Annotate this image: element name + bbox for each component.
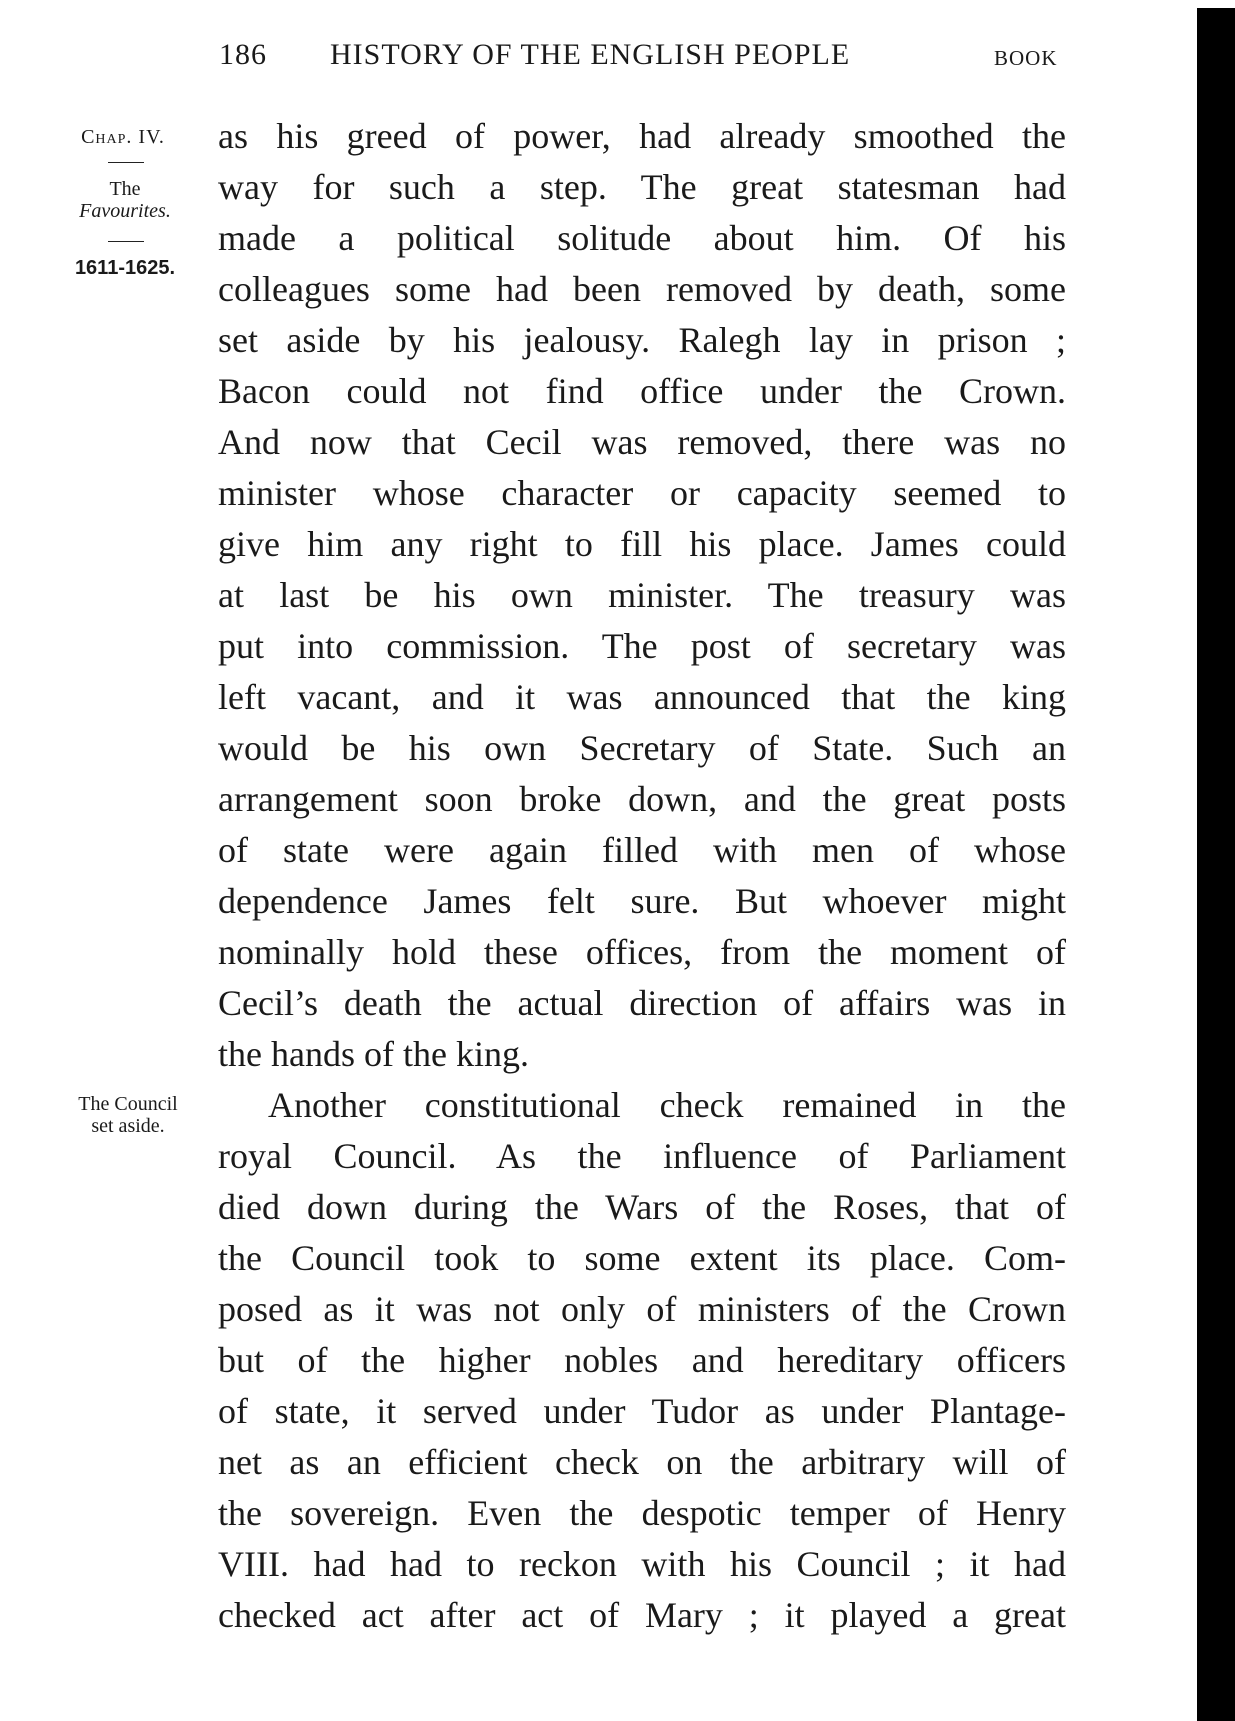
text-line: put into commission. The post of secretary was [218,626,1066,666]
text-line: Cecil’s death the actual direction of affairs was in [218,983,1066,1023]
text-line: the Council took to some extent its place. Com- [218,1238,1066,1278]
text-line: Bacon could not find office under the Crown. [218,371,1066,411]
sidenote-line1: The Council [78,1093,178,1115]
text-line: the sovereign. Even the despotic temper of Henry [218,1493,1066,1533]
section-title-line1: The [109,178,141,200]
text-line: And now that Cecil was removed, there was no [218,422,1066,462]
text-line: nominally hold these offices, from the moment of [218,932,1066,972]
body-text [218,111,1066,1641]
running-title: HISTORY OF THE ENGLISH PEOPLE [330,38,851,71]
text-line: checked act after act of Mary ; it played a great [218,1595,1066,1635]
paragraph-2 [218,1080,1066,1641]
page-number: 186 [219,38,267,71]
text-line: of state were again filled with men of whose [218,830,1066,870]
section-title [60,178,190,222]
book-label: BOOK [994,46,1058,70]
text-line: give him any right to fill his place. James could [218,524,1066,564]
text-line: set aside by his jealousy. Ralegh lay in prison ; [218,320,1066,360]
text-line: minister whose character or capacity seemed to [218,473,1066,513]
paragraph-1 [218,111,1066,1080]
text-line: royal Council. As the influence of Parliament [218,1136,1066,1176]
date-range: 1611-1625. [74,257,176,279]
text-line: the hands of the king. [218,1034,529,1074]
running-header [0,38,1235,78]
text-line: posed as it was not only of ministers of the Crown [218,1289,1066,1329]
text-line: would be his own Secretary of State. Such an [218,728,1066,768]
text-line: died down during the Wars of the Roses, that of [218,1187,1066,1227]
section-title-line2: Favourites. [79,200,171,222]
sidenote-council [48,1093,208,1137]
margin-divider [108,241,144,242]
text-line: at last be his own minister. The treasury was [218,575,1066,615]
chapter-label: Chap. IV. [81,126,165,148]
text-line: made a political solitude about him. Of his [218,218,1066,258]
text-line: arrangement soon broke down, and the great posts [218,779,1066,819]
margin-divider [108,162,144,163]
text-line: of state, it served under Tudor as under Plantage- [218,1391,1066,1431]
text-line: Another constitutional check remained in the [268,1085,1066,1125]
text-line: but of the higher nobles and hereditary officers [218,1340,1066,1380]
text-line: dependence James felt sure. But whoever might [218,881,1066,921]
sidenote-line2: set aside. [91,1115,165,1137]
text-line: as his greed of power, had already smoothed the [218,116,1066,156]
text-line: VIII. had had to reckon with his Council ; it had [218,1544,1066,1584]
text-line: left vacant, and it was announced that the king [218,677,1066,717]
text-line: way for such a step. The great statesman had [218,167,1066,207]
text-line: net as an efficient check on the arbitrary will of [218,1442,1066,1482]
page-edge-shadow [1197,8,1235,1721]
text-line: colleagues some had been removed by death, some [218,269,1066,309]
